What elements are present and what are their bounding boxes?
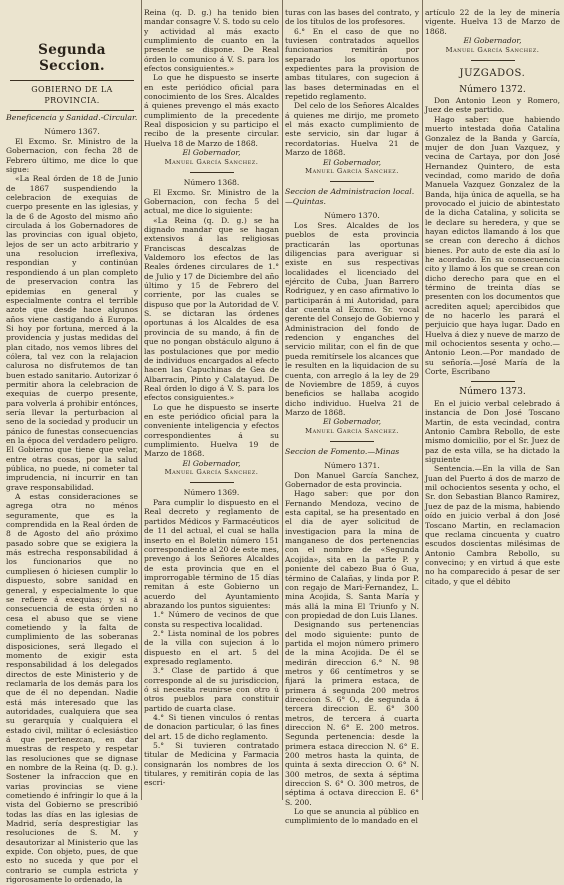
notice-number: Número 1369. — [183, 488, 240, 498]
column-2 — [144, 8, 279, 794]
paragraph: 5.° Si tuvieren contratado titular de Medicina y Farmacia consignarán los nombres de los titulares, y remitirán copia de las escri- — [144, 741, 279, 788]
notice-number: Número 1367. — [44, 127, 100, 136]
paragraph: 6.° En el caso de que no tuviesen contratados aquellos funcionarios remitirán por separado los oportunos expedientes para la provision de ambas titulares, con sugecion á las bases determinadas en el repetido reglamento. — [285, 26, 419, 102]
paragraph: En el juicio verbal celebrado á instancia de Don José Toscano Martin, de esta vecindad, contra Antonio Cambra Rebollo, de este mismo domicilio, por el Sr. Juez de paz de esta villa, se ha dictado la siguiente — [425, 399, 560, 465]
divider — [190, 172, 234, 173]
signature-name: Manuel García Sanchez. — [164, 468, 259, 477]
divider — [330, 181, 374, 182]
paragraph: 3.° Clase de partido á que corresponde al de su jurisdiccion, ó si necesita reunirse con otro ú otros pueblos para constituir partido de cuarta clase. — [144, 666, 279, 713]
section-title: Segunda Seccion. — [38, 42, 106, 74]
signature-title: El Gobernador, — [182, 458, 241, 468]
paragraph: Reina (q. D. g.) ha tenido bien mandar consagre V. S. todo su celo y actividad al más exacto cumplimiento de cuanto en la presente se dispone. De Real órden lo comunico á V. S. para los efectos consiguientes.» — [144, 8, 279, 74]
signature-title: El Gobernador, — [322, 417, 382, 427]
notice-number: Número 1373. — [459, 387, 526, 398]
divider — [10, 80, 134, 81]
divider — [190, 482, 234, 483]
gobierno-heading: GOBIERNO DE LA PROVINCIA. — [31, 85, 113, 105]
column-rule — [282, 0, 283, 800]
paragraph: Don Antonio Leon y Romero, Juez de este partido. — [425, 96, 560, 115]
notice-number: Número 1368. — [183, 177, 240, 187]
signature-title: El Gobernador, — [463, 36, 522, 46]
large-type-block — [425, 85, 560, 586]
signature-name: Manuel García Sanchez. — [164, 157, 259, 166]
paragraph: 1.° Número de vecinos de que consta su respectiva localidad. — [144, 610, 279, 629]
column-1 — [6, 8, 138, 885]
paragraph: A estas consideraciones se agrega otra no ménos seguramente, que es la comprendida en la Real órden de 8 de Agosto del año próximo pasado sobre que se exigiera la más estrecha responsabilidad á los funcionarios que no cumpliesen ó hiciesen cumplir lo dispuesto, sobre sanidad en general, y especialmente lo que se refiere á exequias; y si á consecuencia de esta órden no cesa el abuso que se viene cometiendo y la falta de cumplimiento de las soberanas disposiciones, será llegado el momento de exigir esta responsabilidad á los delegados directos de este Ministerio y de reclamarla de los demás para los que de él no dependan. Nadie está más interesado que las autoridades, cualquiera que sea su gerarquía y cualquiera el estado civil, militar ó eclesiástico á que pertenezcan, en dar muestras de respeto y respetar las resoluciones que se dignase en nombre de la Reina (q. D. g.). Sostener la infraccion que en varias provincias se viene cometiendo é infringir lo que á la vista del Gobierno se prescribió todas las días en las iglesias de Madrid, sería desprestigiar las resoluciones de S. M. y desautorizar al Ministerio que las expide. Con objeto, pues, de que esto no suceda y que por el contrario se cumpla estricta y rigorosamente lo ordenado, la — [6, 492, 138, 885]
paragraph: 4.° Si tienen vinculos ó rentas de donacion particular, ó las fines del art. 15 de dicho reglamento. — [144, 713, 279, 741]
signature-name: Manuel García Sanchez. — [305, 167, 399, 175]
paragraph: El Excmo. Sr. Ministro de la Gobernacion, con fecha 28 de Febrero último, me dice lo que sigue: — [6, 137, 138, 175]
paragraph: artículo 22 de la ley de minería vigente. Huelva 13 de Marzo de 1868. — [425, 8, 560, 36]
subheading: Beneficencia y Sanidad.-Circular. — [6, 113, 138, 122]
subheading: Seccion de Administracion local.—Quintas. — [285, 187, 415, 206]
paragraph: Designando sus pertenencias del modo siguiente: punto de partida el mojon número primero de la mina Acojida. De él se medirán direccion 6.° N. 98 metros y 66 centímetros y se fijará la primera estaca, de primera á segunda 200 metros direccion S. 6° O., de segunda á tercera direccion E. 6° 300 metros, de tercera á cuarta direccion N. 6° E. 200 metros. Segunda pertenencia: desde la primera estaca direccion N. 6° E. 200 metros hasta la quinta, de quinta á sexta direccion O. 6° N. 300 metros, de sexta á séptima direccion S. 6° O. 300 metros, de séptima á octava direccion E. 6° S. 200. — [285, 620, 419, 807]
divider — [10, 110, 134, 111]
notice-number: Número 1371. — [324, 460, 380, 470]
paragraph: «La Reina (q. D. g.) se ha dignado mandar que se hagan extensivos á las religiosas Franciscas descalzas de Valdemoro los efectos de las Reales órdenes circulares de 1.° de Julio y 17 de Diciembre del año último y 15 de Febrero del corriente, por las cuales se dispuso que por la Autoridad de V. S. se dictaran las órdenes oportunas á los Alcaldes de esa provincia de su mando, á fin de que no pongan obstáculo alguno á las postulaciones que por medio de individuos encargados al efecto hacen las Capuchinas de Gea de Albarracin, Pinto y Calatayud. De Real órden lo digo á V. S. para los efectos consiguientes.» — [144, 215, 279, 403]
column-4 — [425, 8, 560, 794]
paragraph: Los Sres. Alcaldes de los pueblos de esta provincia practicarán las oportunas diligencias para averiguar si existe en sus respectivas localidades el licenciado del ejército de Cuba, Juan Barrero Rodriguez, y en caso afirmativo lo participarán á mi Autoridad, para dar cuenta al Excmo. Sr. vocal gerente del Consejo de Gobierno y Administracion del fondo de redencion y enganches del servicio militar, con el fin de que pueda remitírsele los alcances que le resulten en la liquidacion de su cuenta, con arreglo á la ley de 29 de Noviembre de 1859, á cuyos beneficios se hallaba acogido dicho individuo. Huelva 21 de Marzo de 1868. — [285, 221, 419, 417]
notice-number: Número 1372. — [459, 84, 526, 95]
paragraph: Sentencia.—En la villa de San Juan del Puerto á dos de marzo de mil ochocientos sesenta y ocho, el Sr. don Sebastian Blanco Ramirez, Juez de paz de la misma, habiendo oído en juicio verbal á don José Toscano Martin, en reclamacion que reclama cincuenta y cuatro escudos doscientas milésimas de Antonio Cambra Rebollo, su convecino; y en virtud á que este no ha comparecido á pesar de ser citado, y que el débito — [425, 464, 560, 586]
signature-name: Manuel García Sanchez. — [305, 426, 399, 435]
subheading: Seccion de Fomento.—Minas — [285, 446, 400, 456]
column-rule — [141, 0, 142, 800]
paragraph: «La Real órden de 18 de Junio de 1867 suspendiendo la celebracion de exequias de cuerpo presente en las iglesias, y la de 6 de Agosto del mismo año circulada á los Gobernadores de las provincias con igual objeto, lejos de ser un acto arbitrario y una resolucion irreflexiva, respondian y continúan respondiendo á un plan completo de preservacion contra las epidemias en general y especialmente contra el terrible azote que desde hace algunos años viene castigando á Europa. Si hoy por fortuna, merced á la providencia y justas medidas del plan citado, nos vemos libres del cólera, tal vez con la relajacion calurosa no disfrutemos de tan buen estado sanitario. Autorizar ó permitir ahora la celebracion de exequias de cuerpo presente, para volverla á prohibir entónces, sería llevar la perturbacion al seno de la sociedad y producir un pánico de funestas consecuencias en la época del verdadero peligro. El Gobierno que tiene que velar, entre otras cosas, por la salud pública, no puede, ni cometer tal imprudencia, ni incurrir en tan grave responsabilidad. — [6, 174, 138, 492]
signature-title: El Gobernador, — [182, 148, 241, 158]
divider — [330, 441, 374, 442]
paragraph: 2.° Lista nominal de los pobres de la villa con sujecion á lo dispuesto en el art. 5 del expresado reglamento. — [144, 628, 279, 666]
column-3 — [285, 8, 419, 826]
signature-title: El Gobernador, — [322, 157, 382, 167]
divider — [471, 381, 515, 382]
paragraph: El Excmo. Sr. Ministro de la Gobernacion, con fecha 5 del actual, me dice lo siguiente: — [144, 187, 279, 216]
paragraph: Lo que he dispuesto se inserte en este periódico oficial para la conveniente inteligencia y efectos correspondientes á su cumplimiento. Huelva 19 de Marzo de 1868. — [144, 402, 279, 459]
paragraph: Para cumplir lo dispuesto en el Real decreto y reglamento de partidos Médicos y Farmacéuticos de 11 del actual, el cual se halla inserto en el Boletin número 151 correspondiente al 20 de este mes, prevengo á los Señores Alcaldes de esta provincia que en el improrrogable término de 15 días remitan á este Gobierno un acuerdo del Ayuntamiento abrazando los puntos siguientes: — [144, 498, 280, 610]
signature-name: Manuel García Sanchez. — [445, 45, 540, 54]
paragraph: Hago saber: que habiendo muerto intestada doña Catalina Gonzalez de la Banda y García, mujer de don Juan Vazquez, y vecina de Cartaya, por don José Hernandez Quintero, de esta vecindad, como marido de doña Manuela Vazquez Gonzalez de la Banda, hija única de aquella, se ha provocado el juicio de abintestato de la dicha Catalina, y solicita se le declare su heredera, y que se hayan edictos llamando á los que se crean con derecho á dichos bienes. Por auto de este dia así lo he acordado. En su consecuencia cito y llamo á los que se crean con dicho derecho para que en el término de treinta días se presenten con los documentos que acrediten aquel; apercibidos que de no hacerlo les parará el perjuicio que haya lugar. Dado en Huelva á diez y nueve de marzo de mil ochocientos sesenta y ocho.—Antonio Leon.—Por mandado de su señoría.—José María de la Corte, Escribano — [425, 114, 560, 377]
divider — [471, 60, 515, 61]
paragraph: Don Manuel García Sanchez, Gobernador de esta provincia. — [285, 470, 419, 490]
paragraph: Lo que he dispuesto se inserte en este periódico oficial para conocimiento de los Sres. Alcaldes á quienes prevengo el más exacto cumplimiento de la precedente Real disposicion y su participo el recibo de la presente circular. Huelva 18 de Marzo de 1868. — [144, 73, 279, 148]
notice-number: Número 1370. — [324, 211, 380, 220]
paragraph: turas con las bases del contrato, y de los títulos de los profesores. — [285, 8, 419, 27]
column-rule — [422, 0, 423, 800]
paragraph: Hago saber: que por don Fernando Mendoza, vecino de esta capital, se ha presentado en el dia de ayer solicitud de investigacion para la mina de manganeso de dos pertenencias con el nombre de «Segunda Acojida», sita en la parte P. y poniente del cabezo Bua ó Gua, término de Calañas, y linda por P. con regajo de Mari-Fernandez, L. mina Acojida, S. Santa María y más allá la mina El Triunfo y N. con propiedad de don Luis Llanes. — [285, 489, 419, 620]
paragraph: Lo que se anuncia al público en cumplimiento de lo mandado en el — [285, 807, 419, 826]
juzgados-heading: JUZGADOS. — [459, 67, 526, 79]
paragraph: Del celo de los Señores Alcaldes á quienes me dirijo, me prometo el más exacto cumplimiento de este servicio, sin dar lugar á recordatorias. Huelva 21 de Marzo de 1868. — [285, 101, 419, 158]
